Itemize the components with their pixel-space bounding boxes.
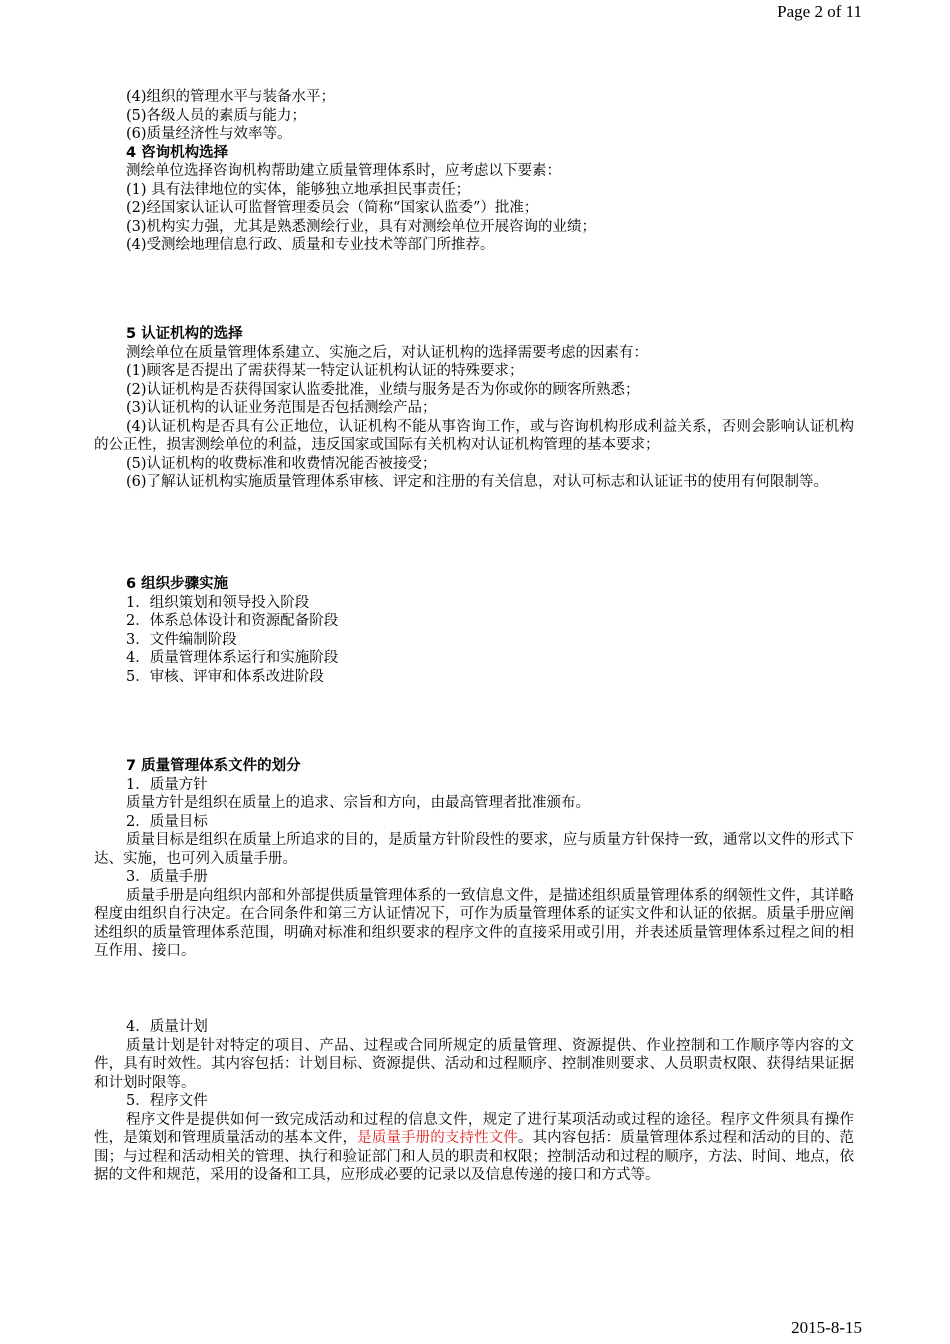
section-steps — [94, 575, 854, 686]
list-item: (1)顾客是否提出了需获得某一特定认证机构认证的特殊要求； — [126, 363, 524, 379]
list-item: 5．审核、评审和体系改进阶段 — [126, 668, 324, 685]
section-heading: 6 组织步骤实施 — [126, 576, 229, 592]
subsection-title: 3．质量手册 — [126, 869, 208, 885]
paragraph: 质量手册是向组织内部和外部提供质量管理体系的一致信息文件，是描述组织质量管理体系的纲领性文件，其详略程度由组织自行决定。在合同条件和第三方认证情况下，可作为质量管理体系的证实文件和认证的依据。质量手册应阐述组织的质量管理体系范围，明确对标准和组织要求的程序文件的直接采用或引用，并表述质量管理体系过程之间的相互作用、接口。 — [94, 887, 854, 959]
subsection-title: 2．质量目标 — [126, 813, 208, 830]
paragraph: 质量目标是组织在质量上所追求的目的，是质量方针阶段性的要求，应与质量方针保持一致，通常以文件的形式下达、实施，也可列入质量手册。 — [94, 832, 854, 867]
paragraph: 测绘单位选择咨询机构帮助建立质量管理体系时，应考虑以下要素： — [126, 163, 561, 179]
paragraph: 质量计划是针对特定的项目、产品、过程或合同所规定的质量管理、资源提供、作业控制和工作顺序等内容的文件，具有时效性。其内容包括：计划目标、资源提供、活动和过程顺序、控制准则要求、人员职责权限、获得结果证据和计划时限等。 — [94, 1037, 854, 1091]
subsection-title: 5．程序文件 — [126, 1093, 208, 1109]
list-item: (5)认证机构的收费标准和收费情况能否被接受； — [126, 455, 437, 472]
paragraph-text: 。其内容包括：质量管理体系过程和活动的目的、范围；与过程和活动相关的管理、执行和验证部门和人员的职责和权限；控制活动和过程的顺序，方法、时间、地点，依据的文件和规范，采用的设备和工具，应形成必要的记录以及信息传递的接口和方式等。 — [94, 1130, 855, 1183]
footer-date: 2015-8-15 — [791, 1318, 862, 1337]
subsection-title: 4．质量计划 — [126, 1019, 208, 1035]
section-documents-continued — [94, 1018, 854, 1185]
page-number: Page 2 of 11 — [777, 2, 862, 21]
list-item: (2)经国家认证认可监督管理委员会（简称“国家认监委”）批准； — [126, 200, 539, 216]
list-item: (5)各级人员的素质与能力； — [126, 107, 307, 124]
list-item: 2．体系总体设计和资源配备阶段 — [126, 613, 339, 629]
list-item: (6)了解认证机构实施质量管理体系审核、评定和注册的有关信息，对认可标志和认证证书的使用有何限制等。 — [126, 474, 829, 490]
highlighted-text: 是质量手册的支持性文件 — [357, 1130, 518, 1146]
paragraph — [94, 1111, 854, 1185]
list-item: (1) 具有法律地位的实体，能够独立地承担民事责任； — [126, 181, 471, 198]
list-item: 3．文件编制阶段 — [126, 631, 237, 648]
section-heading: 5 认证机构的选择 — [126, 326, 243, 342]
list-item: (4)认证机构是否具有公正地位，认证机构不能从事咨询工作，或与咨询机构形成利益关系，否则会影响认证机构的公正性，损害测绘单位的利益，违反国家或国际有关机构对认证机构管理的基本要求； — [94, 418, 854, 453]
list-item: 4．质量管理体系运行和实施阶段 — [126, 650, 339, 666]
section-heading: 7 质量管理体系文件的划分 — [126, 758, 301, 774]
list-item: (3)认证机构的认证业务范围是否包括测绘产品； — [126, 400, 437, 416]
list-item: 1．组织策划和领导投入阶段 — [126, 594, 310, 611]
paragraph: 质量方针是组织在质量上的追求、宗旨和方向，由最高管理者批准颁布。 — [126, 795, 590, 811]
section-certification — [94, 325, 854, 492]
list-item: (6)质量经济性与效率等。 — [126, 126, 292, 142]
paragraph: 测绘单位在质量管理体系建立、实施之后，对认证机构的选择需要考虑的因素有： — [126, 344, 648, 361]
section-consulting — [94, 88, 854, 255]
section-documents — [94, 757, 854, 961]
paragraph-text: 程序文件是提供如何一致完成活动和过程的信息文件，规定了进行某项活动或过程的途径。程序文件须具有操作性，是策划和管理质量活动的基本文件， — [94, 1111, 854, 1146]
section-heading: 4 咨询机构选择 — [126, 144, 229, 161]
subsection-title: 1．质量方针 — [126, 776, 208, 793]
list-item: (2)认证机构是否获得国家认监委批准，业绩与服务是否为你或你的顾客所熟悉； — [126, 381, 640, 398]
list-item: (4)组织的管理水平与装备水平； — [126, 89, 336, 105]
list-item: (3)机构实力强，尤其是熟悉测绘行业，具有对测绘单位开展咨询的业绩； — [126, 218, 597, 235]
list-item: (4)受测绘地理信息行政、质量和专业技术等部门所推荐。 — [126, 237, 495, 253]
